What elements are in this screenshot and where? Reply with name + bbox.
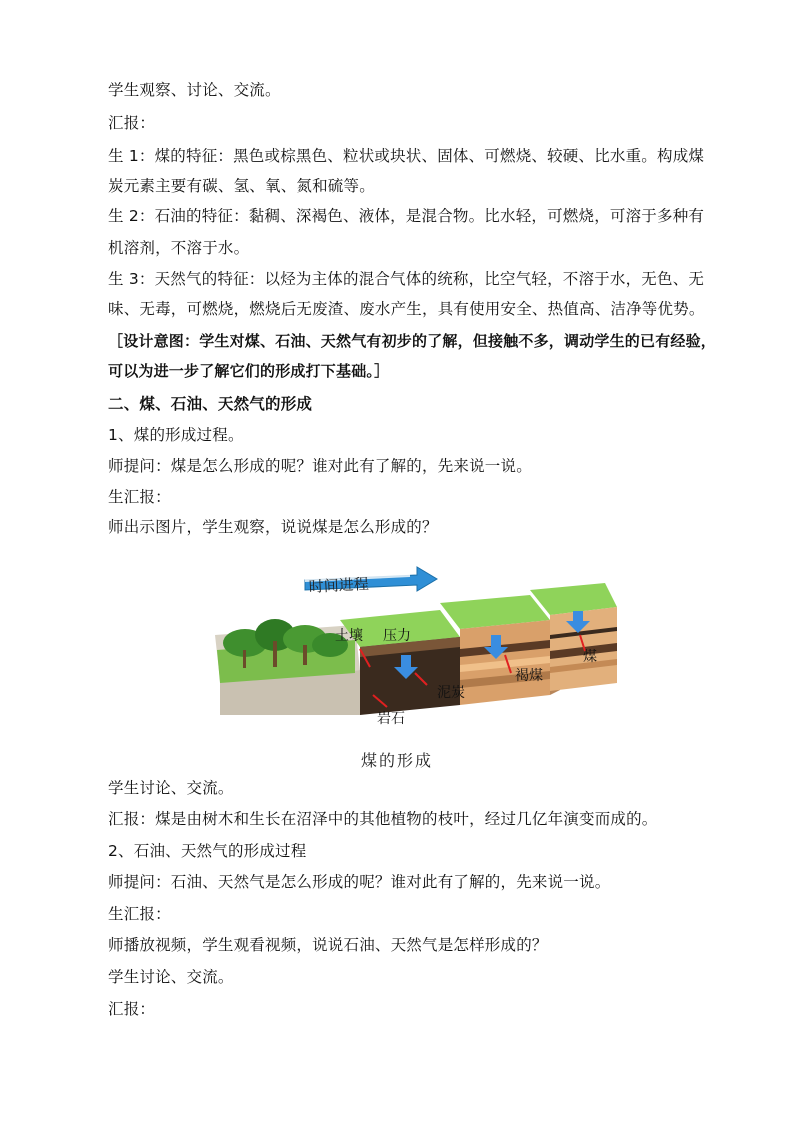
pressure-label: 压力 [383,628,411,644]
text-line: 机溶剂，不溶于水。 [108,239,250,257]
text-line: 生 3：天然气的特征：以烃为主体的混合气体的统称，比空气轻，不溶于水，无色、无 [108,270,705,288]
coal-formation-illustration [205,555,625,735]
text-line: 学生讨论、交流。 [108,779,234,797]
text-line: 炭元素主要有碳、氢、氧、氮和硫等。 [108,177,375,195]
design-intent-line: 可以为进一步了解它们的形成打下基础。］ [108,362,390,380]
text-line: 师播放视频，学生观看视频，说说石油、天然气是怎样形成的？ [108,936,548,954]
rock-label: 岩石 [377,711,405,727]
time-arrow [305,567,437,596]
text-line: 生 2：石油的特征：黏稠、深褐色、液体，是混合物。比水轻，可燃烧，可溶于多种有 [108,207,705,225]
design-intent-line: ［设计意图：学生对煤、石油、天然气有初步的了解，但接触不多，调动学生的已有经验， [108,332,717,350]
text-line: 汇报：煤是由树木和生长在沼泽中的其他植物的枝叶，经过几亿年演变而成的。 [108,810,658,828]
text-line: 师出示图片，学生观察，说说煤是怎么形成的？ [108,518,438,536]
coal-formation-figure [205,555,625,735]
text-line: 味、无毒，可燃烧，燃烧后无废渣、废水产生，具有使用安全、热值高、洁净等优势。 [108,300,705,318]
peat-label: 泥炭 [437,685,465,701]
text-line: 生汇报： [108,488,171,506]
soil-label: 土壤 [335,628,363,644]
text-line: 学生观察、讨论、交流。 [108,81,281,99]
text-line: 汇报： [108,1000,156,1018]
figure-caption: 煤的形成 [360,751,433,770]
text-line: 汇报： [108,114,156,132]
text-line: 生汇报： [108,905,171,923]
text-line: 学生讨论、交流。 [108,968,234,986]
subsection-heading: 2、石油、天然气的形成过程 [108,842,307,860]
section-heading: 二、煤、石油、天然气的形成 [108,395,313,413]
text-line: 师提问：石油、天然气是怎么形成的呢？谁对此有了解的，先来说一说。 [108,873,611,891]
time-arrow-label: 时间进程 [308,574,370,596]
lignite-label: 褐煤 [515,668,543,684]
subsection-heading: 1、煤的形成过程。 [108,426,244,444]
coal-label: 煤 [583,649,597,665]
text-line: 生 1：煤的特征：黑色或棕黑色、粒状或块状、固体、可燃烧、较硬、比水重。构成煤 [108,147,705,165]
text-line: 师提问：煤是怎么形成的呢？谁对此有了解的，先来说一说。 [108,457,532,475]
